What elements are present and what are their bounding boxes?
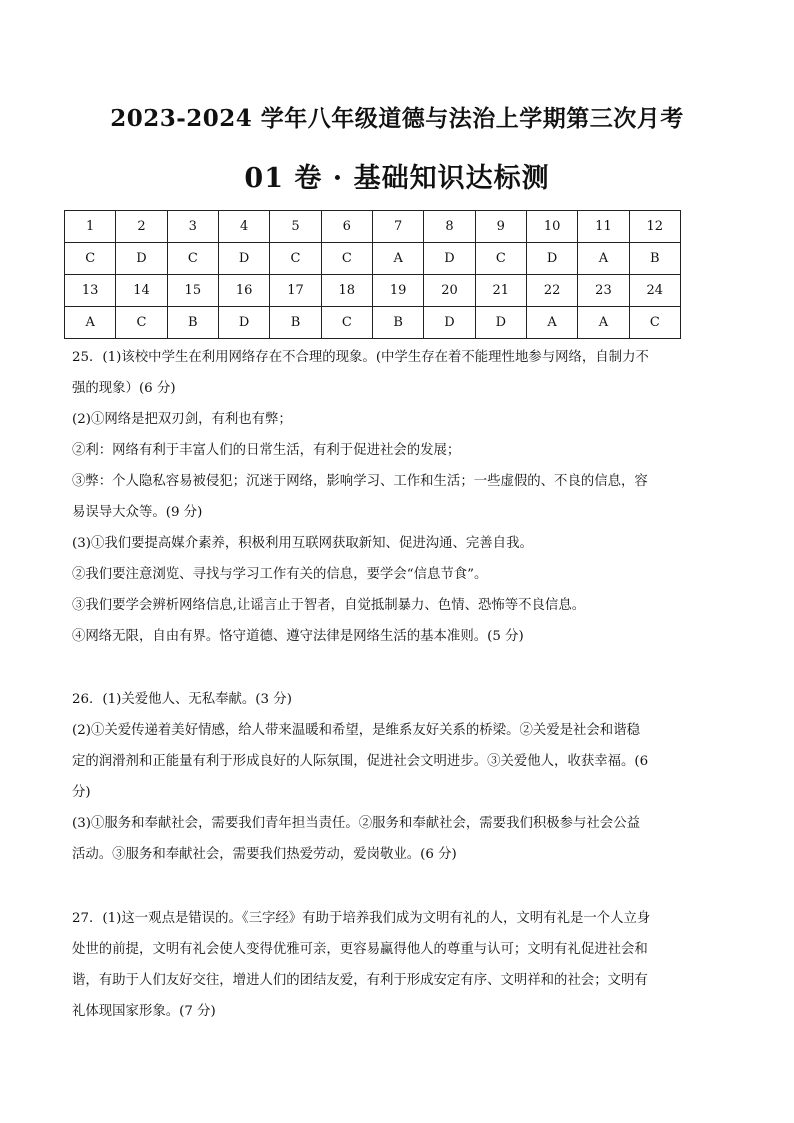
- text-line: 易误导大众等。(9 分): [72, 505, 203, 520]
- answer-key-cell: B: [629, 243, 680, 275]
- text-line: 26．(1)关爱他人、无私奉献。(3 分): [72, 692, 292, 707]
- question-number-cell: 16: [218, 275, 269, 307]
- exam-subtitle: 01 卷 · 基础知识达标测: [244, 163, 550, 194]
- answer-key-cell: A: [65, 307, 116, 339]
- text-line: 27．(1)这一观点是错误的。《三字经》有助于培养我们成为文明有礼的人，文明有礼是一个人立身: [72, 911, 651, 926]
- question-number-cell: 4: [218, 211, 269, 243]
- question-number-cell: 9: [475, 211, 526, 243]
- question-number-cell: 23: [578, 275, 629, 307]
- answer-table: [64, 210, 681, 339]
- question-number-cell: 1: [65, 211, 116, 243]
- text-line: ③弊：个人隐私容易被侵犯；沉迷于网络，影响学习、工作和生活；一些虚假的、不良的信息，容: [72, 474, 648, 489]
- question-number-cell: 3: [167, 211, 218, 243]
- answer-key-cell: C: [116, 307, 167, 339]
- text-line: ②我们要注意浏览、寻找与学习工作有关的信息，要学会“信息节食”。: [72, 567, 488, 582]
- answer-key-cell: D: [116, 243, 167, 275]
- answer-key-cell: C: [475, 243, 526, 275]
- answer-key-cell: D: [526, 243, 577, 275]
- answer-key-cell: B: [372, 307, 423, 339]
- answer-table-body: [65, 211, 681, 339]
- text-line: 活动。③服务和奉献社会，需要我们热爱劳动，爱岗敬业。(6 分): [72, 847, 457, 862]
- answer-key-cell: C: [629, 307, 680, 339]
- answer-key-cell: D: [475, 307, 526, 339]
- text-line: (2)①关爱传递着美好情感，给人带来温暖和希望，是维系友好关系的桥梁。②关爱是社会和谐稳: [72, 723, 640, 738]
- answer-key-cell: B: [167, 307, 218, 339]
- question-number-cell: 13: [65, 275, 116, 307]
- question-number-cell: 7: [372, 211, 423, 243]
- question-number-cell: 24: [629, 275, 680, 307]
- question-number-cell: 21: [475, 275, 526, 307]
- answer-key-cell: D: [424, 307, 475, 339]
- answer-key-cell: C: [270, 243, 321, 275]
- question-number-row: [65, 275, 681, 307]
- text-line: (3)①我们要提高媒介素养，积极利用互联网获取新知、促进沟通、完善自我。: [72, 536, 533, 551]
- answer-key-cell: C: [65, 243, 116, 275]
- question-number-cell: 18: [321, 275, 372, 307]
- text-line: ③我们要学会辨析网络信息,让谣言止于智者，自觉抵制暴力、色情、恐怖等不良信息。: [72, 598, 586, 613]
- text-line: 礼体现国家形象。(7 分): [72, 1004, 216, 1019]
- answer-key-cell: C: [321, 307, 372, 339]
- text-line: (2)①网络是把双刃剑，有利也有弊；: [72, 412, 292, 427]
- text-line: ④网络无限，自由有界。恪守道德、遵守法律是网络生活的基本准则。(5 分): [72, 629, 524, 644]
- text-line: 谐，有助于人们友好交往，增进人们的团结友爱，有利于形成安定有序、文明祥和的社会；文明有: [72, 973, 648, 988]
- question-26-answer: [72, 684, 682, 870]
- question-number-cell: 6: [321, 211, 372, 243]
- answer-key-cell: D: [218, 243, 269, 275]
- question-number-cell: 2: [116, 211, 167, 243]
- question-number-cell: 22: [526, 275, 577, 307]
- question-27-answer: [72, 903, 682, 1027]
- answer-key-cell: D: [218, 307, 269, 339]
- question-number-cell: 11: [578, 211, 629, 243]
- answer-key-cell: C: [321, 243, 372, 275]
- question-number-cell: 12: [629, 211, 680, 243]
- question-25-answer: [72, 342, 682, 652]
- answer-key-cell: A: [372, 243, 423, 275]
- answer-key-cell: A: [578, 307, 629, 339]
- question-number-cell: 14: [116, 275, 167, 307]
- question-number-cell: 5: [270, 211, 321, 243]
- text-line: 处世的前提，文明有礼会使人变得优雅可亲，更容易赢得他人的尊重与认可；文明有礼促进社会和: [72, 942, 648, 957]
- answer-key-cell: A: [578, 243, 629, 275]
- question-number-row: [65, 211, 681, 243]
- answer-key-cell: B: [270, 307, 321, 339]
- text-line: ②利：网络有利于丰富人们的日常生活，有利于促进社会的发展；: [72, 443, 461, 458]
- text-line: 分): [72, 785, 91, 800]
- exam-title: 2023-2024 学年八年级道德与法治上学期第三次月考: [110, 105, 684, 132]
- question-number-cell: 8: [424, 211, 475, 243]
- text-line: 25．(1)该校中学生在利用网络存在不合理的现象。(中学生存在着不能理性地参与网络，自制力不: [72, 350, 649, 365]
- question-number-cell: 20: [424, 275, 475, 307]
- answer-key-row: [65, 243, 681, 275]
- text-line: 强的现象）(6 分): [72, 381, 176, 396]
- question-number-cell: 19: [372, 275, 423, 307]
- text-line: 定的润滑剂和正能量有利于形成良好的人际氛围，促进社会文明进步。③关爱他人，收获幸福。(6: [72, 754, 649, 769]
- answer-key-cell: D: [424, 243, 475, 275]
- answer-key-row: [65, 307, 681, 339]
- text-line: (3)①服务和奉献社会，需要我们青年担当责任。②服务和奉献社会，需要我们积极参与社会公益: [72, 816, 640, 831]
- answer-key-cell: A: [526, 307, 577, 339]
- answer-key-cell: C: [167, 243, 218, 275]
- question-number-cell: 15: [167, 275, 218, 307]
- question-number-cell: 10: [526, 211, 577, 243]
- question-number-cell: 17: [270, 275, 321, 307]
